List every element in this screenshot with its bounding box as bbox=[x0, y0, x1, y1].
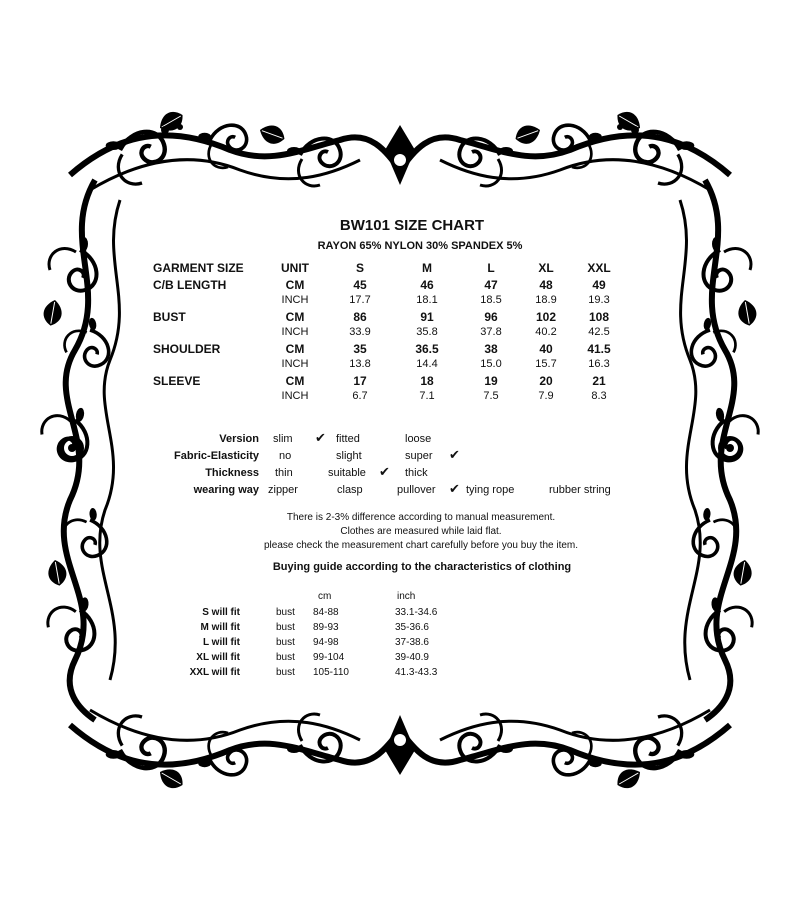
value-cm: 49 bbox=[592, 278, 606, 292]
frame-left bbox=[37, 180, 120, 720]
guide-size: S will fit bbox=[202, 607, 240, 618]
value-cm: 96 bbox=[484, 310, 498, 324]
guide-inch: 35-36.6 bbox=[395, 622, 429, 633]
value-cm: 40 bbox=[539, 342, 553, 356]
option-thin: thin bbox=[275, 467, 293, 479]
value-inch: 18.5 bbox=[480, 294, 502, 306]
value-inch: 13.8 bbox=[349, 358, 371, 370]
value-cm: 46 bbox=[420, 278, 434, 292]
option-slight: slight bbox=[336, 450, 362, 462]
option-zipper: zipper bbox=[268, 484, 298, 496]
value-cm: 20 bbox=[539, 374, 553, 388]
header-size-m: M bbox=[422, 261, 432, 275]
header-unit: UNIT bbox=[281, 261, 309, 275]
unit-inch: INCH bbox=[281, 358, 309, 370]
value-inch: 42.5 bbox=[588, 326, 610, 338]
value-cm: 48 bbox=[539, 278, 553, 292]
guide-title: Buying guide according to the characteristics of clothing bbox=[272, 561, 572, 573]
value-inch: 18.9 bbox=[535, 294, 557, 306]
option-clasp: clasp bbox=[337, 484, 363, 496]
value-inch: 6.7 bbox=[352, 390, 368, 402]
check-icon: ✔ bbox=[449, 481, 460, 496]
value-inch: 37.8 bbox=[480, 326, 502, 338]
option-slim: slim bbox=[273, 433, 293, 445]
value-cm: 36.5 bbox=[415, 342, 439, 356]
row-label: SLEEVE bbox=[153, 374, 201, 388]
unit-cm: CM bbox=[285, 310, 305, 324]
label-fabric-elasticity: Fabric-Elasticity bbox=[174, 450, 259, 462]
option-no: no bbox=[279, 450, 292, 462]
value-cm: 38 bbox=[484, 342, 498, 356]
guide-part: bust bbox=[276, 667, 295, 678]
value-inch: 7.9 bbox=[538, 390, 554, 402]
guide-cm: 94-98 bbox=[313, 637, 339, 648]
header-size-xxl: XXL bbox=[587, 261, 611, 275]
option-thick: thick bbox=[405, 467, 428, 479]
check-icon: ✔ bbox=[449, 447, 460, 462]
guide-cm: 105-110 bbox=[313, 667, 349, 678]
guide-cm: 84-88 bbox=[313, 607, 339, 618]
row-label: SHOULDER bbox=[153, 342, 221, 356]
guide-col-inch: inch bbox=[397, 591, 416, 602]
guide-size: XXL will fit bbox=[189, 667, 240, 678]
check-icon: ✔ bbox=[315, 430, 326, 445]
value-cm: 102 bbox=[535, 310, 557, 324]
option-suitable: suitable bbox=[328, 467, 366, 479]
value-inch: 15.0 bbox=[480, 358, 502, 370]
guide-cm: 99-104 bbox=[313, 652, 345, 663]
unit-cm: CM bbox=[285, 342, 305, 356]
header-size-s: S bbox=[355, 261, 365, 275]
value-inch: 7.1 bbox=[419, 390, 435, 402]
unit-inch: INCH bbox=[281, 294, 309, 306]
guide-size: M will fit bbox=[200, 622, 240, 633]
chart-title: BW101 SIZE CHART bbox=[339, 217, 485, 234]
guide-col-cm: cm bbox=[318, 591, 332, 602]
header-garment-size: GARMENT SIZE bbox=[153, 261, 244, 275]
label-thickness: Thickness bbox=[205, 467, 259, 479]
value-cm: 86 bbox=[353, 310, 367, 324]
value-cm: 45 bbox=[353, 278, 367, 292]
option-super: super bbox=[405, 450, 433, 462]
value-inch: 19.3 bbox=[588, 294, 610, 306]
header-size-l: L bbox=[487, 261, 495, 275]
note-line: Clothes are measured while laid flat. bbox=[340, 526, 502, 537]
row-label: C/B LENGTH bbox=[153, 278, 227, 292]
value-cm: 19 bbox=[484, 374, 498, 388]
guide-part: bust bbox=[276, 637, 295, 648]
frame-right bbox=[680, 180, 763, 720]
guide-part: bust bbox=[276, 607, 295, 618]
value-inch: 16.3 bbox=[588, 358, 610, 370]
value-inch: 35.8 bbox=[416, 326, 438, 338]
value-inch: 14.4 bbox=[416, 358, 438, 370]
row-label: BUST bbox=[153, 310, 186, 324]
value-inch: 7.5 bbox=[483, 390, 499, 402]
guide-size: L will fit bbox=[202, 637, 240, 648]
value-cm: 41.5 bbox=[587, 342, 611, 356]
value-cm: 21 bbox=[592, 374, 606, 388]
guide-inch: 33.1-34.6 bbox=[395, 607, 438, 618]
value-cm: 35 bbox=[353, 342, 367, 356]
value-inch: 17.7 bbox=[349, 294, 371, 306]
value-inch: 33.9 bbox=[349, 326, 371, 338]
unit-inch: INCH bbox=[281, 390, 309, 402]
value-inch: 40.2 bbox=[535, 326, 557, 338]
option-pullover: pullover bbox=[397, 484, 436, 496]
value-cm: 17 bbox=[353, 374, 367, 388]
guide-part: bust bbox=[276, 652, 295, 663]
label-wearing-way: wearing way bbox=[193, 484, 259, 496]
check-icon: ✔ bbox=[379, 464, 390, 479]
value-cm: 18 bbox=[420, 374, 434, 388]
option-loose: loose bbox=[405, 433, 432, 445]
option-rubber-string: rubber string bbox=[549, 484, 611, 496]
value-inch: 15.7 bbox=[535, 358, 557, 370]
frame-bottom bbox=[70, 710, 730, 793]
label-version: Version bbox=[219, 433, 259, 445]
note-line: There is 2-3% difference according to manual measurement. bbox=[286, 512, 556, 523]
option-fitted: fitted bbox=[336, 433, 360, 445]
guide-size: XL will fit bbox=[196, 652, 240, 663]
value-cm: 47 bbox=[484, 278, 498, 292]
header-size-xl: XL bbox=[538, 261, 554, 275]
unit-cm: CM bbox=[285, 278, 305, 292]
guide-cm: 89-93 bbox=[313, 622, 339, 633]
material-composition: RAYON 65% NYLON 30% SPANDEX 5% bbox=[317, 240, 523, 252]
guide-inch: 41.3-43.3 bbox=[395, 667, 438, 678]
guide-inch: 39-40.9 bbox=[395, 652, 429, 663]
value-inch: 8.3 bbox=[591, 390, 607, 402]
note-line: please check the measurement chart carefully before you buy the item. bbox=[263, 540, 579, 551]
guide-inch: 37-38.6 bbox=[395, 637, 429, 648]
unit-inch: INCH bbox=[281, 326, 309, 338]
guide-part: bust bbox=[276, 622, 295, 633]
frame-top bbox=[70, 107, 730, 190]
unit-cm: CM bbox=[285, 374, 305, 388]
option-tying-rope: tying rope bbox=[466, 484, 515, 496]
value-inch: 18.1 bbox=[416, 294, 438, 306]
value-cm: 91 bbox=[420, 310, 434, 324]
value-cm: 108 bbox=[588, 310, 610, 324]
